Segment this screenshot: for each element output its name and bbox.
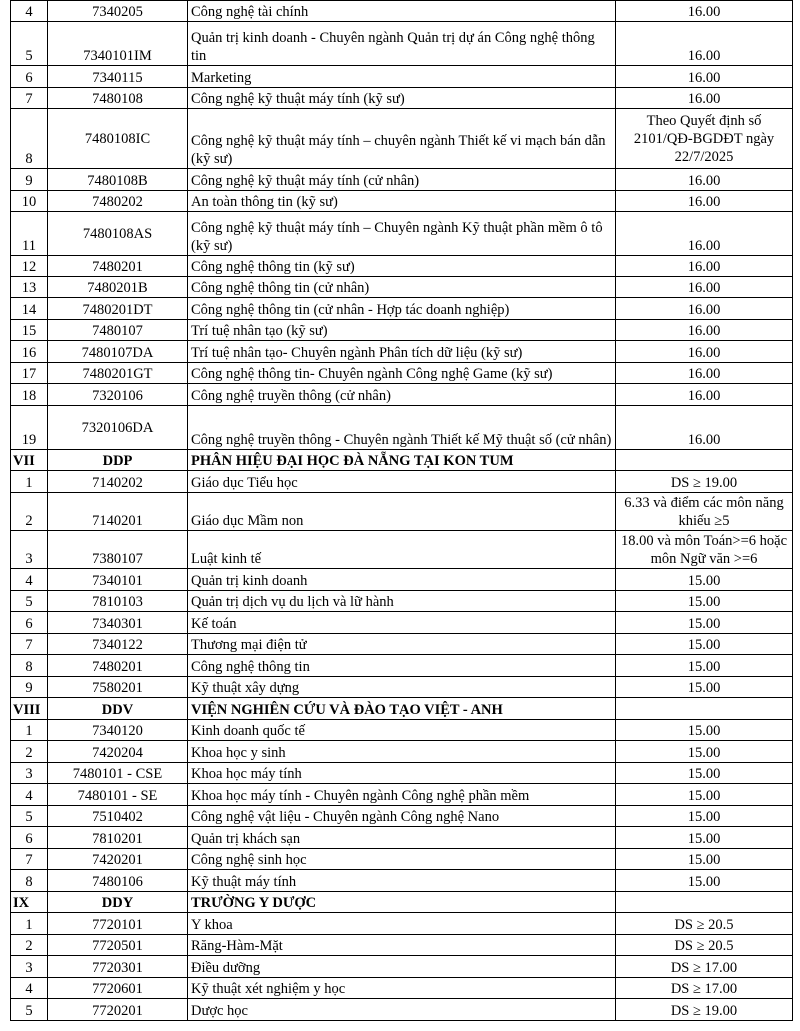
major-name-cell: Công nghệ truyền thông - Chuyên ngành Thiết kế Mỹ thuật số (cử nhân) [188,406,616,450]
admission-score-cell: 15.00 [616,849,793,870]
admission-score-cell: 16.00 [616,22,793,66]
major-name-cell: PHÂN HIỆU ĐẠI HỌC ĐÀ NẴNG TẠI KON TUM [188,450,616,471]
major-code-cell: 7340120 [48,720,188,741]
row-number-cell: VIII [11,698,48,720]
major-name-cell: An toàn thông tin (kỹ sư) [188,191,616,212]
table-row [11,22,793,66]
row-number-cell: 6 [11,827,48,849]
major-name-cell: Kỹ thuật máy tính [188,870,616,892]
admission-score-cell: 18.00 và môn Toán>=6 hoặc môn Ngữ văn >=6 [616,531,793,569]
major-code-cell: 7420201 [48,849,188,870]
admission-score-cell: 16.00 [616,212,793,256]
row-number-cell: 12 [11,256,48,277]
table-row [11,88,793,109]
row-number-cell: 14 [11,298,48,320]
major-code-cell: DDV [48,698,188,720]
major-name-cell: Trí tuệ nhân tạo- Chuyên ngành Phân tích dữ liệu (kỹ sư) [188,341,616,363]
table-row [11,677,793,698]
major-code-cell: 7480107DA [48,341,188,363]
row-number-cell: 4 [11,1,48,22]
major-name-cell: Dược học [188,999,616,1021]
admission-score-cell: DS ≥ 19.00 [616,999,793,1021]
major-code-cell: 7480201 [48,256,188,277]
major-code-cell: 7480108IC [48,109,188,169]
admission-score-cell: 15.00 [616,591,793,612]
table-row [11,191,793,212]
table-row [11,634,793,655]
table-row [11,655,793,677]
major-code-cell: 7720601 [48,978,188,999]
major-code-cell: 7810201 [48,827,188,849]
admission-score-cell: Theo Quyết định số 2101/QĐ-BGDĐT ngày 22/7/2025 [616,109,793,169]
admission-score-table [10,0,793,1021]
section-header-row [11,892,793,913]
section-header-row [11,450,793,471]
row-number-cell: 17 [11,363,48,384]
table-row [11,298,793,320]
major-name-cell: Quản trị kinh doanh [188,569,616,591]
admission-score-cell: 16.00 [616,88,793,109]
major-name-cell: Công nghệ kỹ thuật máy tính (cử nhân) [188,169,616,191]
row-number-cell: 1 [11,913,48,935]
table-row [11,763,793,784]
major-code-cell: 7480106 [48,870,188,892]
admission-score-cell: DS ≥ 17.00 [616,978,793,999]
major-name-cell: Kỹ thuật xây dựng [188,677,616,698]
major-name-cell: Trí tuệ nhân tạo (kỹ sư) [188,320,616,341]
major-name-cell: Kỹ thuật xét nghiệm y học [188,978,616,999]
row-number-cell: 1 [11,720,48,741]
table-row [11,849,793,870]
major-name-cell: Quản trị dịch vụ du lịch và lữ hành [188,591,616,612]
row-number-cell: 2 [11,493,48,531]
major-name-cell: Luật kinh tế [188,531,616,569]
admission-score-cell: 16.00 [616,169,793,191]
major-code-cell: 7480107 [48,320,188,341]
major-name-cell: Công nghệ thông tin- Chuyên ngành Công nghệ Game (kỹ sư) [188,363,616,384]
row-number-cell: 5 [11,591,48,612]
admission-score-cell: DS ≥ 19.00 [616,471,793,493]
table-row [11,999,793,1021]
major-name-cell: Công nghệ thông tin (cử nhân) [188,277,616,298]
row-number-cell: 2 [11,935,48,956]
major-name-cell: Công nghệ thông tin [188,655,616,677]
major-name-cell: Quản trị kinh doanh - Chuyên ngành Quản trị dự án Công nghệ thông tin [188,22,616,66]
table-row [11,471,793,493]
major-name-cell: Điều dưỡng [188,956,616,978]
row-number-cell: 18 [11,384,48,406]
major-code-cell: 7810103 [48,591,188,612]
table-row [11,784,793,806]
row-number-cell: 19 [11,406,48,450]
row-number-cell: 3 [11,763,48,784]
admission-score-cell: 16.00 [616,363,793,384]
major-code-cell: 7480201DT [48,298,188,320]
major-name-cell: Công nghệ kỹ thuật máy tính – chuyên ngành Thiết kế vi mạch bán dẫn (kỹ sư) [188,109,616,169]
table-row [11,1,793,22]
major-name-cell: Thương mại điện tử [188,634,616,655]
row-number-cell: 8 [11,109,48,169]
major-code-cell: 7480201GT [48,363,188,384]
table-row [11,569,793,591]
row-number-cell: 9 [11,169,48,191]
table-row [11,493,793,531]
table-row [11,212,793,256]
row-number-cell: IX [11,892,48,913]
admission-score-cell: 15.00 [616,806,793,827]
major-code-cell: 7480201 [48,655,188,677]
table-row [11,956,793,978]
admission-score-cell: 16.00 [616,320,793,341]
table-row [11,591,793,612]
major-code-cell: 7580201 [48,677,188,698]
row-number-cell: 8 [11,655,48,677]
admission-score-cell [616,450,793,471]
admission-score-cell: 15.00 [616,655,793,677]
admission-score-cell: 16.00 [616,66,793,88]
major-name-cell: Khoa học máy tính - Chuyên ngành Công nghệ phần mềm [188,784,616,806]
major-name-cell: Marketing [188,66,616,88]
admission-score-cell: 15.00 [616,741,793,763]
table-row [11,384,793,406]
row-number-cell: 6 [11,66,48,88]
major-code-cell: 7480101 - CSE [48,763,188,784]
major-name-cell: Công nghệ kỹ thuật máy tính (kỹ sư) [188,88,616,109]
admission-score-cell: 15.00 [616,634,793,655]
table-row [11,406,793,450]
major-name-cell: Công nghệ vật liệu - Chuyên ngành Công nghệ Nano [188,806,616,827]
row-number-cell: 10 [11,191,48,212]
row-number-cell: 16 [11,341,48,363]
major-name-cell: Khoa học máy tính [188,763,616,784]
table-row [11,913,793,935]
major-code-cell: 7720101 [48,913,188,935]
major-name-cell: Kế toán [188,612,616,634]
table-row [11,256,793,277]
major-code-cell: 7140202 [48,471,188,493]
row-number-cell: 4 [11,569,48,591]
row-number-cell: 13 [11,277,48,298]
admission-score-cell: 16.00 [616,191,793,212]
row-number-cell: 4 [11,784,48,806]
table-body [11,1,793,1021]
table-row [11,277,793,298]
table-row [11,935,793,956]
row-number-cell: VII [11,450,48,471]
admission-score-cell: 16.00 [616,298,793,320]
major-name-cell: Công nghệ kỹ thuật máy tính – Chuyên ngành Kỹ thuật phần mềm ô tô (kỹ sư) [188,212,616,256]
major-name-cell: Giáo dục Tiểu học [188,471,616,493]
major-name-cell: Răng-Hàm-Mặt [188,935,616,956]
major-code-cell: 7480108B [48,169,188,191]
admission-score-cell: DS ≥ 20.5 [616,913,793,935]
row-number-cell: 7 [11,88,48,109]
major-code-cell: 7420204 [48,741,188,763]
major-code-cell: 7340205 [48,1,188,22]
admission-score-cell: 16.00 [616,256,793,277]
major-name-cell: TRƯỜNG Y DƯỢC [188,892,616,913]
table-row [11,531,793,569]
major-code-cell: 7320106DA [48,406,188,450]
admission-score-cell: 15.00 [616,870,793,892]
table-row [11,363,793,384]
major-code-cell: 7480108 [48,88,188,109]
major-code-cell: 7340301 [48,612,188,634]
table-row [11,169,793,191]
major-code-cell: 7480108AS [48,212,188,256]
row-number-cell: 9 [11,677,48,698]
row-number-cell: 11 [11,212,48,256]
major-code-cell: 7340101 [48,569,188,591]
admission-score-cell: 16.00 [616,277,793,298]
major-name-cell: Y khoa [188,913,616,935]
row-number-cell: 2 [11,741,48,763]
major-name-cell: Khoa học y sinh [188,741,616,763]
row-number-cell: 3 [11,956,48,978]
admission-score-cell: 16.00 [616,406,793,450]
admission-score-cell [616,892,793,913]
admission-score-cell: 15.00 [616,763,793,784]
major-code-cell: 7720201 [48,999,188,1021]
major-code-cell: 7480201B [48,277,188,298]
row-number-cell: 5 [11,22,48,66]
major-code-cell: 7340115 [48,66,188,88]
major-code-cell: 7480101 - SE [48,784,188,806]
table-row [11,978,793,999]
row-number-cell: 4 [11,978,48,999]
major-code-cell: 7720301 [48,956,188,978]
row-number-cell: 1 [11,471,48,493]
admission-score-cell: 15.00 [616,677,793,698]
major-name-cell: VIỆN NGHIÊN CỨU VÀ ĐÀO TẠO VIỆT - ANH [188,698,616,720]
major-name-cell: Công nghệ sinh học [188,849,616,870]
major-name-cell: Công nghệ thông tin (cử nhân - Hợp tác doanh nghiệp) [188,298,616,320]
row-number-cell: 5 [11,806,48,827]
admission-score-cell: 15.00 [616,569,793,591]
admission-score-cell: DS ≥ 20.5 [616,935,793,956]
major-name-cell: Công nghệ tài chính [188,1,616,22]
table-row [11,870,793,892]
row-number-cell: 5 [11,999,48,1021]
major-code-cell: 7380107 [48,531,188,569]
major-code-cell: 7140201 [48,493,188,531]
admission-score-cell: 15.00 [616,827,793,849]
admission-score-cell: 15.00 [616,612,793,634]
admission-score-cell: 16.00 [616,384,793,406]
major-code-cell: 7320106 [48,384,188,406]
table-row [11,741,793,763]
admission-score-cell: DS ≥ 17.00 [616,956,793,978]
table-row [11,341,793,363]
major-code-cell: 7720501 [48,935,188,956]
table-row [11,109,793,169]
major-code-cell: 7510402 [48,806,188,827]
admission-score-cell: 15.00 [616,720,793,741]
major-code-cell: DDP [48,450,188,471]
table-row [11,806,793,827]
major-name-cell: Giáo dục Mầm non [188,493,616,531]
table-row [11,66,793,88]
admission-score-cell: 6.33 và điểm các môn năng khiếu ≥5 [616,493,793,531]
major-name-cell: Công nghệ truyền thông (cử nhân) [188,384,616,406]
admission-score-cell: 16.00 [616,1,793,22]
major-code-cell: 7340101IM [48,22,188,66]
admission-score-cell [616,698,793,720]
section-header-row [11,698,793,720]
major-code-cell: DDY [48,892,188,913]
table-row [11,720,793,741]
table-row [11,827,793,849]
row-number-cell: 7 [11,849,48,870]
row-number-cell: 8 [11,870,48,892]
row-number-cell: 15 [11,320,48,341]
row-number-cell: 6 [11,612,48,634]
major-name-cell: Công nghệ thông tin (kỹ sư) [188,256,616,277]
row-number-cell: 7 [11,634,48,655]
major-name-cell: Quản trị khách sạn [188,827,616,849]
admission-score-cell: 15.00 [616,784,793,806]
admission-score-cell: 16.00 [616,341,793,363]
major-code-cell: 7340122 [48,634,188,655]
major-name-cell: Kinh doanh quốc tế [188,720,616,741]
major-code-cell: 7480202 [48,191,188,212]
row-number-cell: 3 [11,531,48,569]
table-row [11,612,793,634]
table-row [11,320,793,341]
